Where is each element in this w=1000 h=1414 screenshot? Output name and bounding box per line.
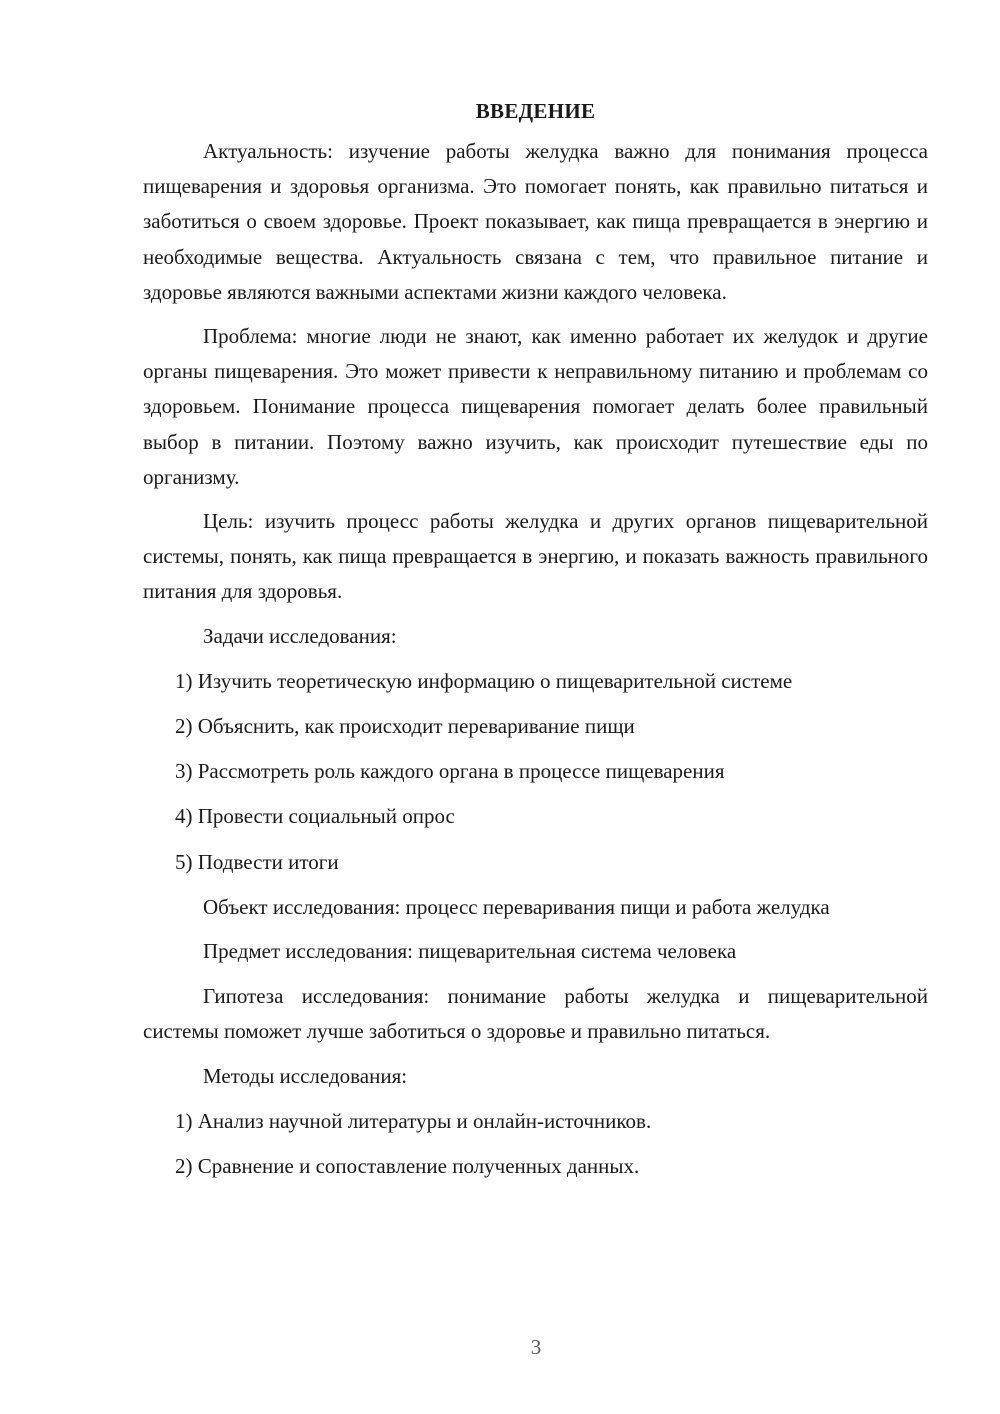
document-page [143, 93, 928, 1194]
relevance-paragraph: Актуальность: изучение работы желудка важно для понимания процесса пищеварения и здоровья организма. Это помогает понять, как правильно питаться и заботиться о своем здоровье. Проект показывает, как пища превращается в энергию и необходимые вещества. Актуальность связана с тем, что правильное питание и здоровье являются важными аспектами жизни каждого человека. [143, 139, 928, 304]
object-paragraph: Объект исследования: процесс переваривания пищи и работа желудка [203, 894, 830, 919]
methods-list [143, 1104, 928, 1184]
problem-paragraph: Проблема: многие люди не знают, как именно работает их желудок и другие органы пищеварения. Это может привести к неправильному питанию и проблемам со здоровьем. Понимание процесса пищеварения помогает делать более правильный выбор в питании. Поэтому важно изучить, как происходит путешествие еды по организму. [143, 324, 928, 489]
section-title: ВВЕДЕНИЕ [475, 99, 596, 123]
list-item: 1) Анализ научной литературы и онлайн-источников. [175, 1108, 652, 1133]
tasks-list [143, 664, 928, 880]
list-item: 2) Сравнение и сопоставление полученных данных. [175, 1154, 640, 1179]
list-item: 1) Изучить теоретическую информацию о пищеварительной системе [175, 668, 793, 693]
subject-line: Предмет исследования: пищеварительная система человека [203, 939, 737, 964]
page-number: 3 [530, 1335, 542, 1359]
hypothesis-paragraph: Гипотеза исследования: понимание работы желудка и пищеварительной системы поможет лучше заботиться о здоровье и правильно питаться. [143, 984, 928, 1044]
goal-paragraph: Цель: изучить процесс работы желудка и других органов пищеварительной системы, понять, как пища превращается в энергию, и показать важность правильного питания для здоровья. [143, 509, 928, 604]
list-item: 2) Объяснить, как происходит переваривание пищи [175, 714, 635, 739]
list-item: 3) Рассмотреть роль каждого органа в процессе пищеварения [175, 759, 725, 784]
methods-label: Методы исследования: [203, 1063, 408, 1088]
tasks-label: Задачи исследования: [203, 623, 397, 648]
list-item: 4) Провести социальный опрос [175, 804, 455, 829]
list-item: 5) Подвести итоги [175, 849, 339, 874]
